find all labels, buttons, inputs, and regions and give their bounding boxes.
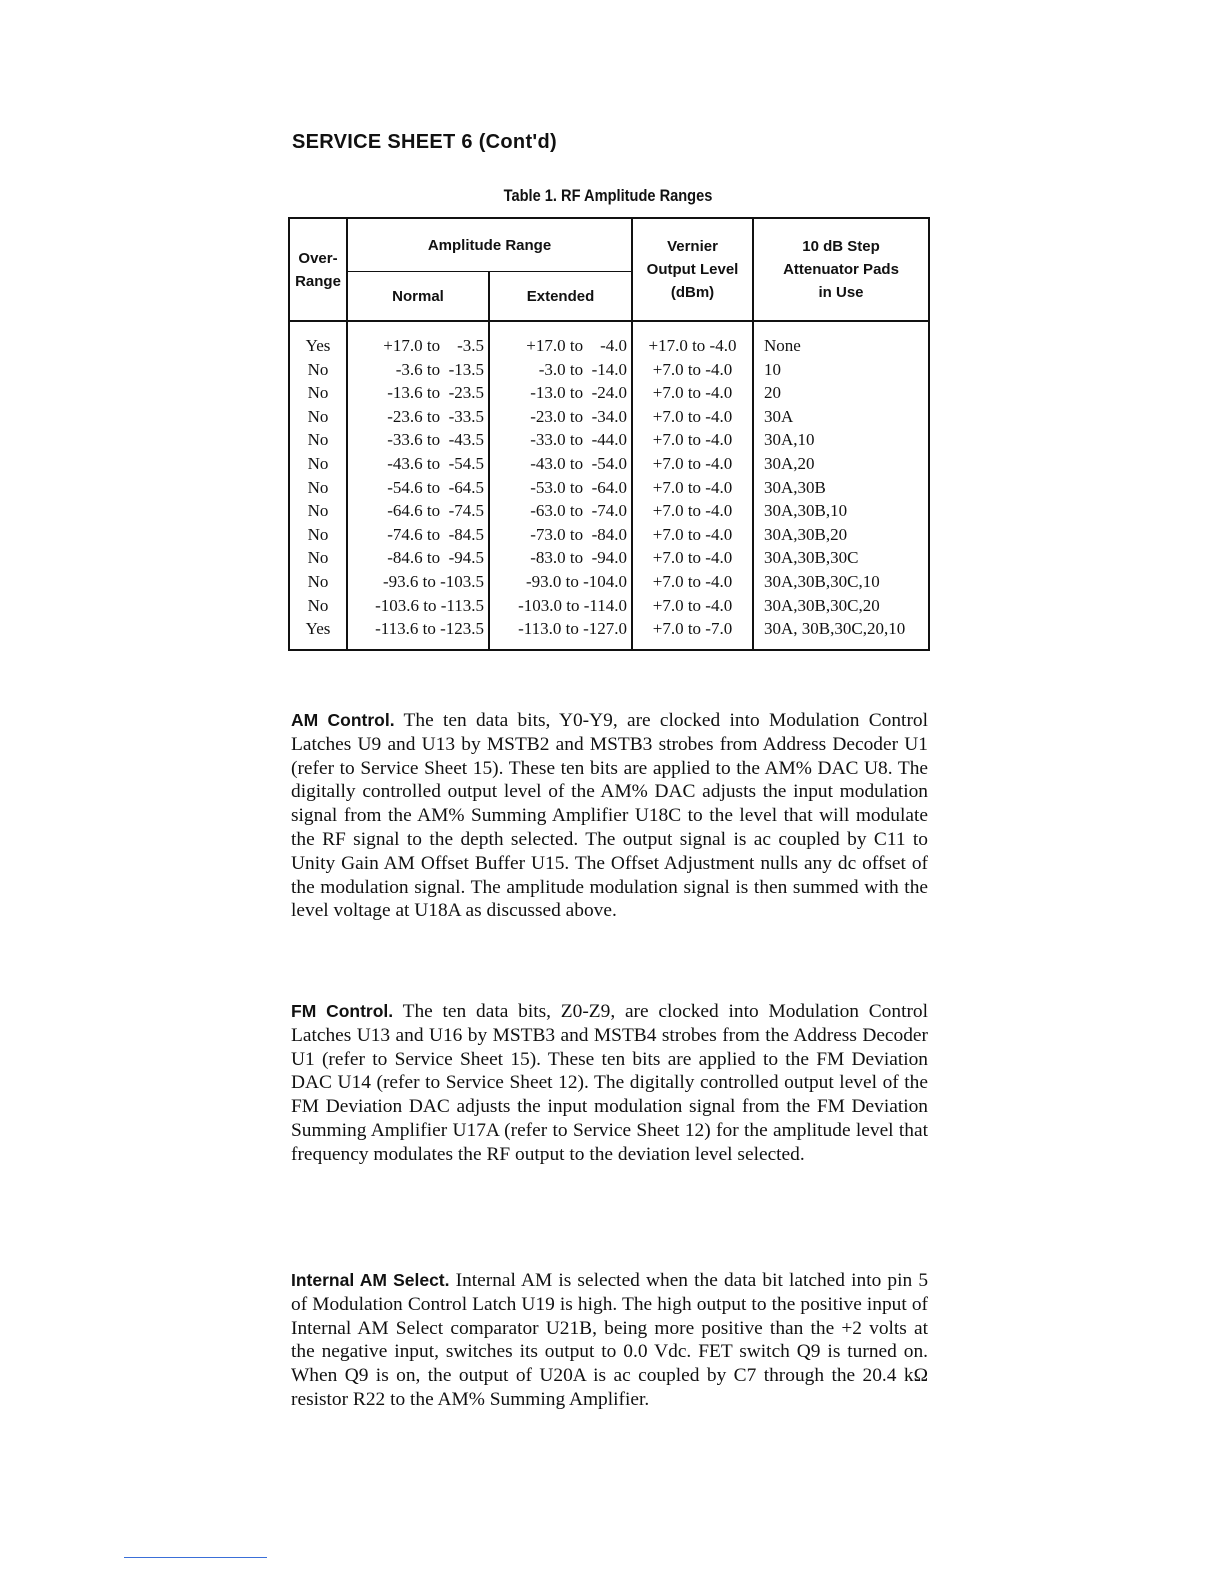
cell-vernier: +7.0 to -4.0 [632,499,753,523]
cell-vernier: +17.0 to -4.0 [632,321,753,358]
cell-normal-range: -103.6 to -113.5 [347,594,489,618]
cell-vernier: +7.0 to -4.0 [632,476,753,500]
cell-normal-range: +17.0 to -3.5 [347,321,489,358]
cell-over-range: No [289,358,347,382]
cell-pads: 30A,20 [753,452,929,476]
cell-normal-range: -33.6 to -43.5 [347,428,489,452]
am-control-paragraph [291,709,928,923]
cell-vernier: +7.0 to -4.0 [632,358,753,382]
table-row [289,499,929,523]
cell-pads: 10 [753,358,929,382]
cell-over-range: No [289,476,347,500]
cell-over-range: Yes [289,321,347,358]
cell-vernier: +7.0 to -4.0 [632,546,753,570]
cell-pads: 30A,30B [753,476,929,500]
rf-table-body [289,321,929,650]
header-attenuator: 10 dB Step Attenuator Pads in Use [753,218,929,321]
header-over-range: Over-Range [289,218,347,321]
cell-extended-range: -73.0 to -84.0 [489,523,632,547]
cell-pads: 30A [753,405,929,429]
cell-vernier: +7.0 to -7.0 [632,617,753,650]
cell-extended-range: -93.0 to -104.0 [489,570,632,594]
cell-over-range: No [289,523,347,547]
fm-control-paragraph [291,1000,928,1167]
cell-over-range: No [289,405,347,429]
table-row [289,321,929,358]
internal-am-body: Internal AM is selected when the data bit latched into pin 5 of Modulation Control Latch U19 is high. The high output to the positive input of Internal AM Select comparator U21B, being more positive than the +2 volts at the negative input, switches its output to 0.0 Vdc. FET switch Q9 is turned on. When Q9 is on, the output of U20A is ac coupled by C7 through the 20.4 kΩ resistor R22 to the AM% Summing Amplifier. [291,1270,929,1410]
page-heading: SERVICE SHEET 6 (Cont'd) [292,131,557,153]
table-row [289,428,929,452]
table-row [289,381,929,405]
cell-vernier: +7.0 to -4.0 [632,381,753,405]
cell-extended-range: -43.0 to -54.0 [489,452,632,476]
cell-over-range: No [289,546,347,570]
table-row [289,452,929,476]
am-control-body: The ten data bits, Y0-Y9, are clocked into Modulation Control Latches U9 and U13 by MSTB2 and MSTB3 strobes from Address Decoder U1 (refer to Service Sheet 15). These ten bits are applied to the AM% DAC U8. The digitally controlled output level of the AM% DAC adjusts the input modulation signal from the AM% Summing Amplifier U18C to the level that will modulate the RF signal to the depth selected. The output signal is ac coupled by C11 to Unity Gain AM Offset Buffer U15. The Offset Adjustment nulls any dc offset of the modulation signal. The amplitude modulation signal is then summed with the level voltage at U18A as discussed above. [291,710,928,922]
cell-normal-range: -13.6 to -23.5 [347,381,489,405]
footer-rule [124,1557,267,1558]
cell-over-range: No [289,428,347,452]
table-row [289,570,929,594]
cell-over-range: No [289,452,347,476]
cell-pads: 30A, 30B,30C,20,10 [753,617,929,650]
internal-am-paragraph [291,1269,928,1412]
table-row [289,405,929,429]
cell-pads: 30A,10 [753,428,929,452]
cell-extended-range: -83.0 to -94.0 [489,546,632,570]
cell-pads: 30A,30B,20 [753,523,929,547]
cell-pads: 20 [753,381,929,405]
cell-vernier: +7.0 to -4.0 [632,405,753,429]
table-row [289,476,929,500]
cell-normal-range: -84.6 to -94.5 [347,546,489,570]
cell-extended-range: -103.0 to -114.0 [489,594,632,618]
cell-pads: 30A,30B,30C,10 [753,570,929,594]
cell-normal-range: -93.6 to -103.5 [347,570,489,594]
cell-vernier: +7.0 to -4.0 [632,523,753,547]
cell-normal-range: -54.6 to -64.5 [347,476,489,500]
cell-normal-range: -74.6 to -84.5 [347,523,489,547]
cell-over-range: No [289,594,347,618]
cell-normal-range: -64.6 to -74.5 [347,499,489,523]
cell-over-range: No [289,499,347,523]
cell-extended-range: +17.0 to -4.0 [489,321,632,358]
cell-vernier: +7.0 to -4.0 [632,570,753,594]
cell-vernier: +7.0 to -4.0 [632,428,753,452]
table-caption: Table 1. RF Amplitude Ranges [503,186,713,205]
cell-extended-range: -23.0 to -34.0 [489,405,632,429]
cell-pads: None [753,321,929,358]
fm-control-body: The ten data bits, Z0-Z9, are clocked into Modulation Control Latches U13 and U16 by MSTB3 and MSTB4 strobes from the Address Decoder U1 (refer to Service Sheet 15). These ten bits are applied to the FM Deviation DAC U14 (refer to Service Sheet 12). The digitally controlled output level of the FM Deviation DAC adjusts the input modulation signal from the FM Deviation Summing Amplifier U17A (refer to Service Sheet 12) for the amplitude level that frequency modulates the RF output to the deviation level selected. [291,1001,929,1165]
header-extended: Extended [489,272,632,322]
table-row [289,523,929,547]
table-row [289,358,929,382]
cell-over-range: No [289,381,347,405]
rf-amplitude-table-wrap [288,217,928,649]
rf-amplitude-table [288,217,930,651]
cell-pads: 30A,30B,30C [753,546,929,570]
cell-extended-range: -113.0 to -127.0 [489,617,632,650]
internal-am-lead: Internal AM Select. [291,1270,450,1290]
cell-over-range: Yes [289,617,347,650]
header-vernier: Vernier Output Level (dBm) [632,218,753,321]
cell-normal-range: -43.6 to -54.5 [347,452,489,476]
cell-vernier: +7.0 to -4.0 [632,452,753,476]
cell-pads: 30A,30B,30C,20 [753,594,929,618]
table-row [289,546,929,570]
table-row [289,617,929,650]
cell-normal-range: -3.6 to -13.5 [347,358,489,382]
cell-vernier: +7.0 to -4.0 [632,594,753,618]
header-amplitude-range: Amplitude Range [347,218,632,272]
cell-extended-range: -63.0 to -74.0 [489,499,632,523]
cell-normal-range: -113.6 to -123.5 [347,617,489,650]
cell-normal-range: -23.6 to -33.5 [347,405,489,429]
cell-over-range: No [289,570,347,594]
am-control-lead: AM Control. [291,710,395,730]
cell-extended-range: -13.0 to -24.0 [489,381,632,405]
cell-extended-range: -53.0 to -64.0 [489,476,632,500]
cell-extended-range: -3.0 to -14.0 [489,358,632,382]
cell-extended-range: -33.0 to -44.0 [489,428,632,452]
cell-pads: 30A,30B,10 [753,499,929,523]
header-normal: Normal [347,272,489,322]
table-row [289,594,929,618]
fm-control-lead: FM Control. [291,1001,394,1021]
